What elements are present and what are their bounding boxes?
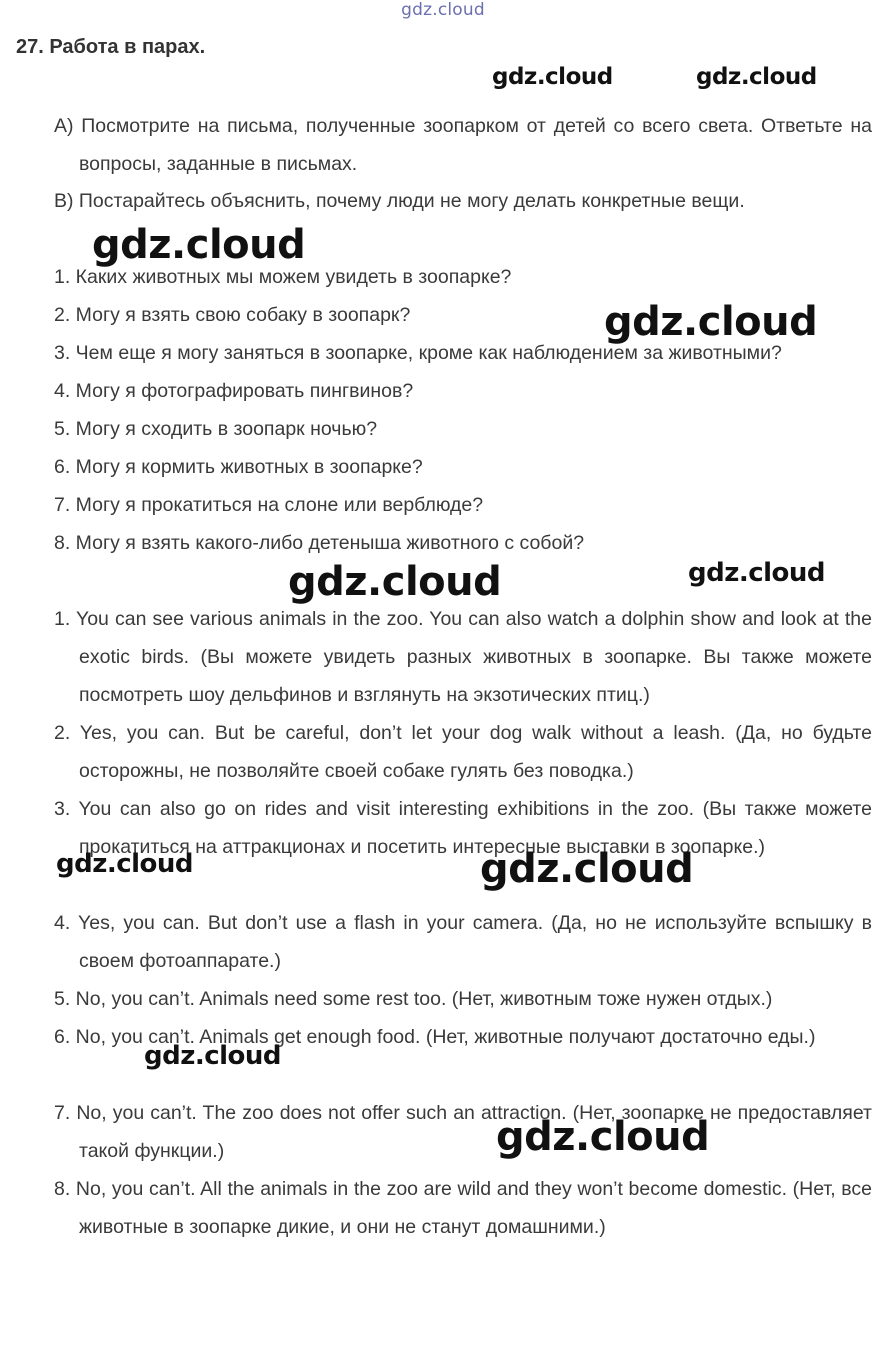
watermark-logo: gdz.cloud (496, 1114, 710, 1160)
watermark-logo: gdz.cloud (144, 1041, 282, 1071)
watermark-logo: gdz.cloud (92, 222, 306, 268)
watermark-logo: gdz.cloud (56, 849, 194, 879)
instruction-b-text: В) Постарайтесь объяснить, почему люди не могу делать конкретные вещи. (54, 190, 745, 212)
question-7: 7. Могу я прокатиться на слоне или верблюде? (54, 494, 484, 516)
watermark-logo: gdz.cloud (688, 558, 826, 588)
answer-2: 2. Yes, you can. But be careful, don’t let your dog walk without a leash. (Да, но будьте осторожны, не позволяйте своей собаке гулять без поводка.) (54, 722, 872, 782)
question-5: 5. Могу я сходить в зоопарк ночью? (54, 418, 378, 440)
watermark-logo: gdz.cloud (480, 846, 694, 892)
answer-5: 5. No, you can’t. Animals need some rest too. (Нет, животным тоже нужен отдых.) (54, 988, 773, 1010)
exercise-title: 27. Работа в парах. (16, 36, 206, 58)
question-1: 1. Каких животных мы можем увидеть в зоопарке? (54, 266, 512, 288)
answer-1: 1. You can see various animals in the zoo. You can also watch a dolphin show and look at the exotic birds. (Вы можете увидеть разных животных в зоопарке. Вы также можете посмотреть шоу дельфинов и взглянуть на экзотических птиц.) (54, 608, 872, 706)
answer-8: 8. No, you can’t. All the animals in the zoo are wild and they won’t become domestic. (Нет, все животные в зоопарке дикие, и они не станут домашними.) (54, 1178, 872, 1238)
answer-3: 3. You can also go on rides and visit interesting exhibitions in the zoo. (Вы также можете прокатиться на аттракционах и посетить интересные выставки в зоопарке.) (54, 798, 872, 858)
answer-7: 7. No, you can’t. The zoo does not offer such an attraction. (Нет, зоопарке не предоставляет такой функции.) (54, 1102, 872, 1162)
top-watermark: gdz.cloud (401, 0, 485, 20)
question-4: 4. Могу я фотографировать пингвинов? (54, 380, 414, 402)
watermark-logo: gdz.cloud (288, 559, 502, 605)
question-6: 6. Могу я кормить животных в зоопарке? (54, 456, 423, 478)
question-8: 8. Могу я взять какого-либо детеныша животного с собой? (54, 532, 585, 554)
instruction-a (54, 107, 872, 183)
watermark-logo: gdz.cloud (696, 64, 817, 90)
question-2: 2. Могу я взять свою собаку в зоопарк? (54, 304, 411, 326)
answer-6: 6. No, you can’t. Animals get enough food. (Нет, животные получают достаточно еды.) (54, 1026, 816, 1048)
question-3: 3. Чем еще я могу заняться в зоопарке, кроме как наблюдением за животными? (54, 342, 782, 364)
watermark-logo: gdz.cloud (492, 64, 613, 90)
watermark-logo: gdz.cloud (604, 299, 818, 345)
answer-4: 4. Yes, you can. But don’t use a flash in your camera. (Да, но не используйте вспышку в своем фотоаппарате.) (54, 912, 872, 972)
instruction-a-text: А) Посмотрите на письма, полученные зоопарком от детей со всего света. Ответьте на вопросы, заданные в письмах. (54, 115, 872, 175)
instruction-b (54, 182, 872, 220)
